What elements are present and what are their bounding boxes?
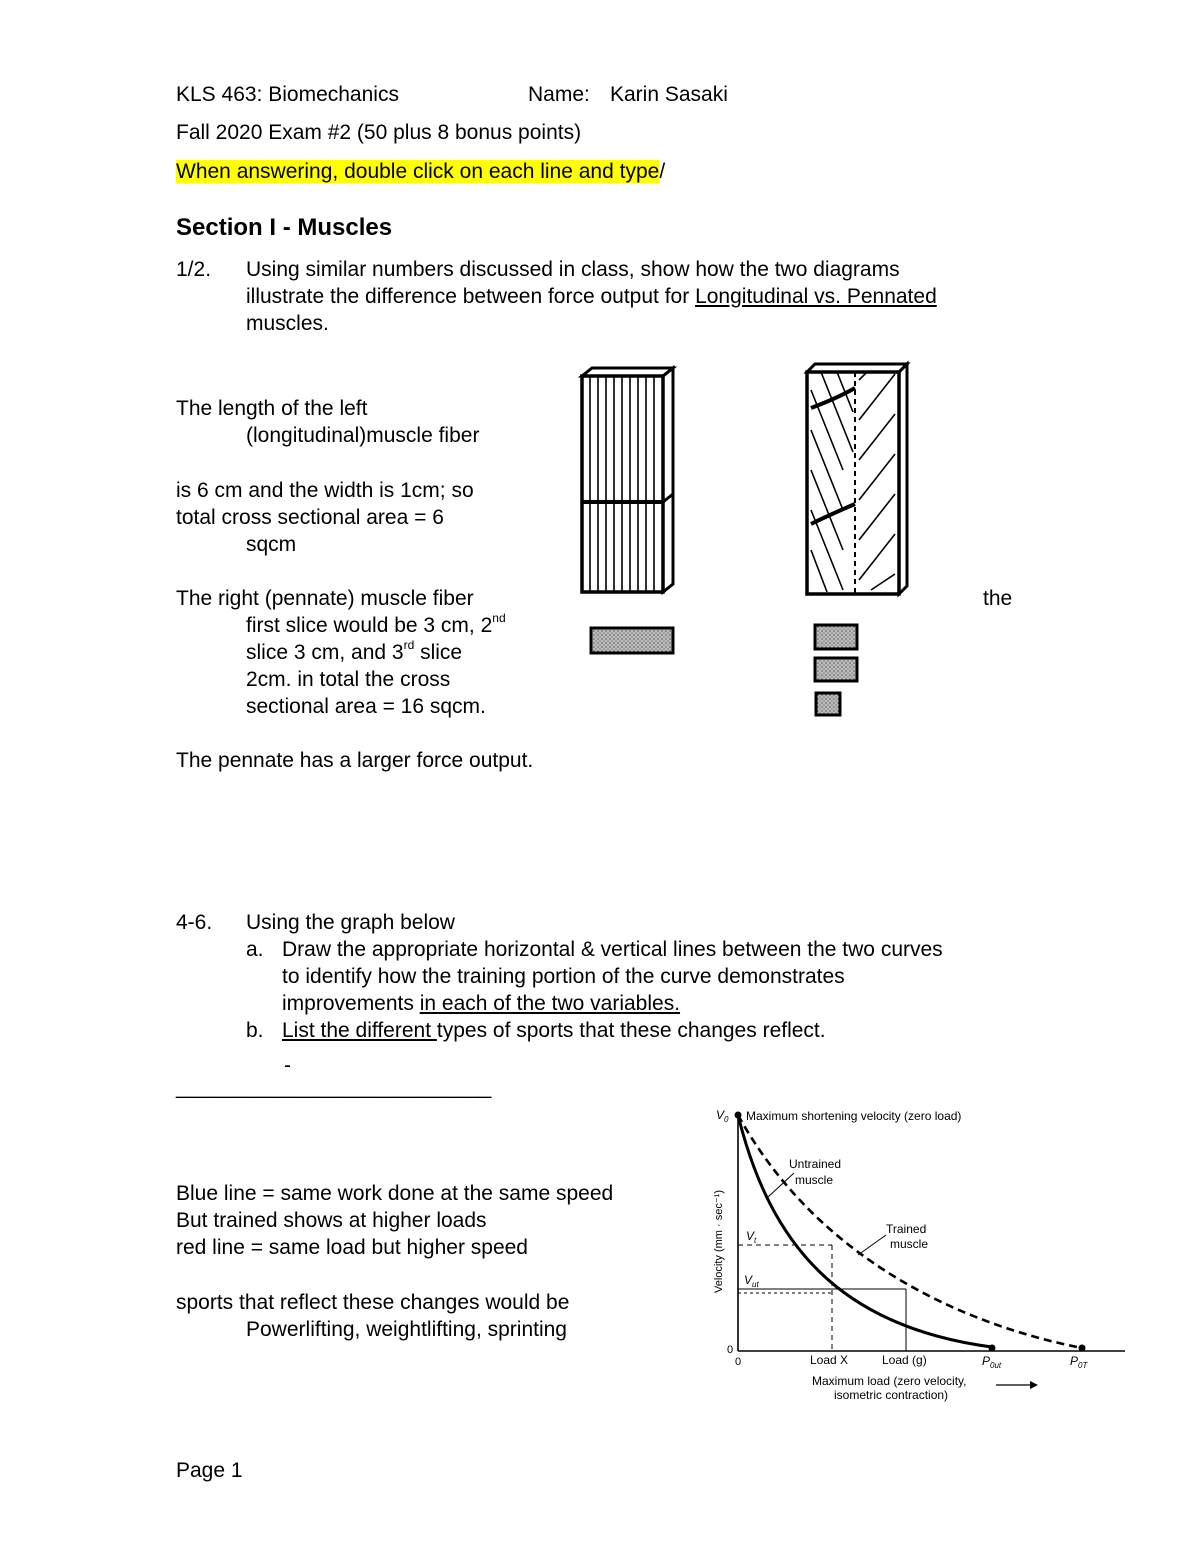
q4-answer-3[interactable]: red line = same load but higher speed [176, 1236, 528, 1259]
force-velocity-graph [700, 1095, 1135, 1410]
q1-answer-3[interactable]: is 6 cm and the width is 1cm; so [176, 479, 474, 502]
q1-answer-9[interactable]: 2cm. in total the cross [246, 668, 451, 691]
q4-answer-4[interactable]: sports that reflect these changes would be [176, 1291, 570, 1314]
q1-line2-text: illustrate the difference between force output for [246, 285, 696, 308]
y-axis-label: Velocity (mm · sec⁻¹) [713, 1190, 725, 1293]
pennate-muscle [807, 364, 907, 594]
q1-answer-5[interactable]: sqcm [246, 533, 297, 556]
trained-label-1: Trained [886, 1222, 927, 1236]
q1-line2 [246, 283, 937, 310]
longitudinal-cross-section [591, 628, 673, 653]
instruction-highlight: When answering, double click on each line and type [176, 160, 660, 183]
section-title: Section I - Muscles [176, 214, 393, 241]
q1-answer-8-text: slice 3 cm, and 3 [246, 641, 404, 664]
pennate-cross-section-3 [816, 693, 840, 715]
q4-answer-2[interactable]: But trained shows at higher loads [176, 1209, 487, 1232]
v0-point [735, 1112, 742, 1119]
instruction-line [176, 158, 665, 185]
max-shortening-label: Maximum shortening velocity (zero load) [746, 1109, 962, 1123]
course-title: KLS 463: Biomechanics [176, 83, 399, 106]
q1-answer-8-sup: rd [403, 638, 415, 652]
q1-answer-1[interactable]: The length of the left [176, 397, 368, 420]
pot-label: $P_{0T}$ [1070, 1354, 1088, 1370]
trained-label-2: muscle [890, 1237, 929, 1251]
q1-answer-8[interactable] [246, 639, 462, 666]
page-number: Page 1 [176, 1459, 243, 1482]
q1-line2-underlined: Longitudinal vs. Pennated [695, 285, 937, 308]
q1-answer-2[interactable]: (longitudinal)muscle fiber [246, 424, 480, 447]
q4-a-line3-text: improvements [282, 992, 420, 1015]
q1-answer-7-text: first slice would be 3 cm, 2 [246, 614, 493, 637]
pot-point [1079, 1345, 1086, 1352]
answer-rule[interactable]: ___________________________ [176, 1076, 492, 1099]
instruction-tail: / [659, 160, 666, 183]
q4-a-line2: to identify how the training portion of the curve demonstrates [282, 965, 845, 988]
untrained-label-1: Untrained [789, 1157, 842, 1171]
pennate-cross-section-1 [815, 625, 857, 649]
q4-answer-5[interactable]: Powerlifting, weightlifting, sprinting [246, 1318, 567, 1341]
vut-label: $V_{ut}$ [744, 1273, 759, 1289]
q1-answer-4[interactable]: total cross sectional area = 6 [176, 506, 444, 529]
pout-label: $P_{0ut}$ [982, 1354, 1002, 1370]
answer-dash[interactable]: - [284, 1054, 291, 1077]
x-zero-label: 0 [735, 1356, 742, 1368]
q1-answer-7[interactable] [246, 612, 506, 639]
q4-b-text: types of sports that these changes reflect. [436, 1019, 826, 1042]
q1-number: 1/2. [176, 258, 212, 281]
q1-line3: muscles. [246, 312, 329, 335]
muscle-fiber-diagram [565, 350, 975, 730]
v0-label: $V_0$ [716, 1108, 729, 1124]
q1-answer-8-post: slice [414, 641, 463, 664]
longitudinal-muscle [582, 368, 673, 592]
q4-a-line1: Draw the appropriate horizontal & vertical lines between the two curves [282, 938, 943, 961]
untrained-curve [738, 1115, 992, 1347]
pennate-cross-section-2 [815, 658, 857, 681]
q4-b-marker: b. [246, 1019, 264, 1042]
q1-answer-6-tail[interactable]: the [983, 587, 1013, 610]
y-zero-label: 0 [727, 1344, 734, 1356]
q4-a-marker: a. [246, 938, 264, 961]
exam-title: Fall 2020 Exam #2 (50 plus 8 bonus points) [176, 121, 582, 144]
vt-label: $V_t$ [746, 1229, 757, 1245]
q4-a-line3 [282, 990, 680, 1017]
q1-answer-6[interactable]: The right (pennate) muscle fiber [176, 587, 474, 610]
q4-intro: Using the graph below [246, 911, 455, 934]
x-axis-label-1: Maximum load (zero velocity, [812, 1374, 967, 1388]
untrained-label-2: muscle [795, 1173, 834, 1187]
load-g-label: Load (g) [882, 1353, 927, 1367]
q4-a-line3-underlined: in each of the two variables. [419, 992, 681, 1015]
q1-line1: Using similar numbers discussed in class, show how the two diagrams [246, 258, 900, 281]
name-label: Name: [528, 83, 590, 106]
q4-b-underlined: List the different [282, 1019, 437, 1042]
load-x-label: Load X [810, 1353, 849, 1367]
q1-answer-10[interactable]: sectional area = 16 sqcm. [246, 695, 486, 718]
x-axis-label-2: isometric contraction) [834, 1388, 949, 1402]
q4-b-line [282, 1017, 826, 1044]
name-value[interactable]: Karin Sasaki [610, 83, 728, 106]
q1-answer-11[interactable]: The pennate has a larger force output. [176, 749, 534, 772]
q4-number: 4-6. [176, 911, 213, 934]
q1-answer-7-sup: nd [492, 611, 506, 625]
q4-answer-1[interactable]: Blue line = same work done at the same speed [176, 1182, 614, 1205]
pout-point [989, 1345, 996, 1352]
